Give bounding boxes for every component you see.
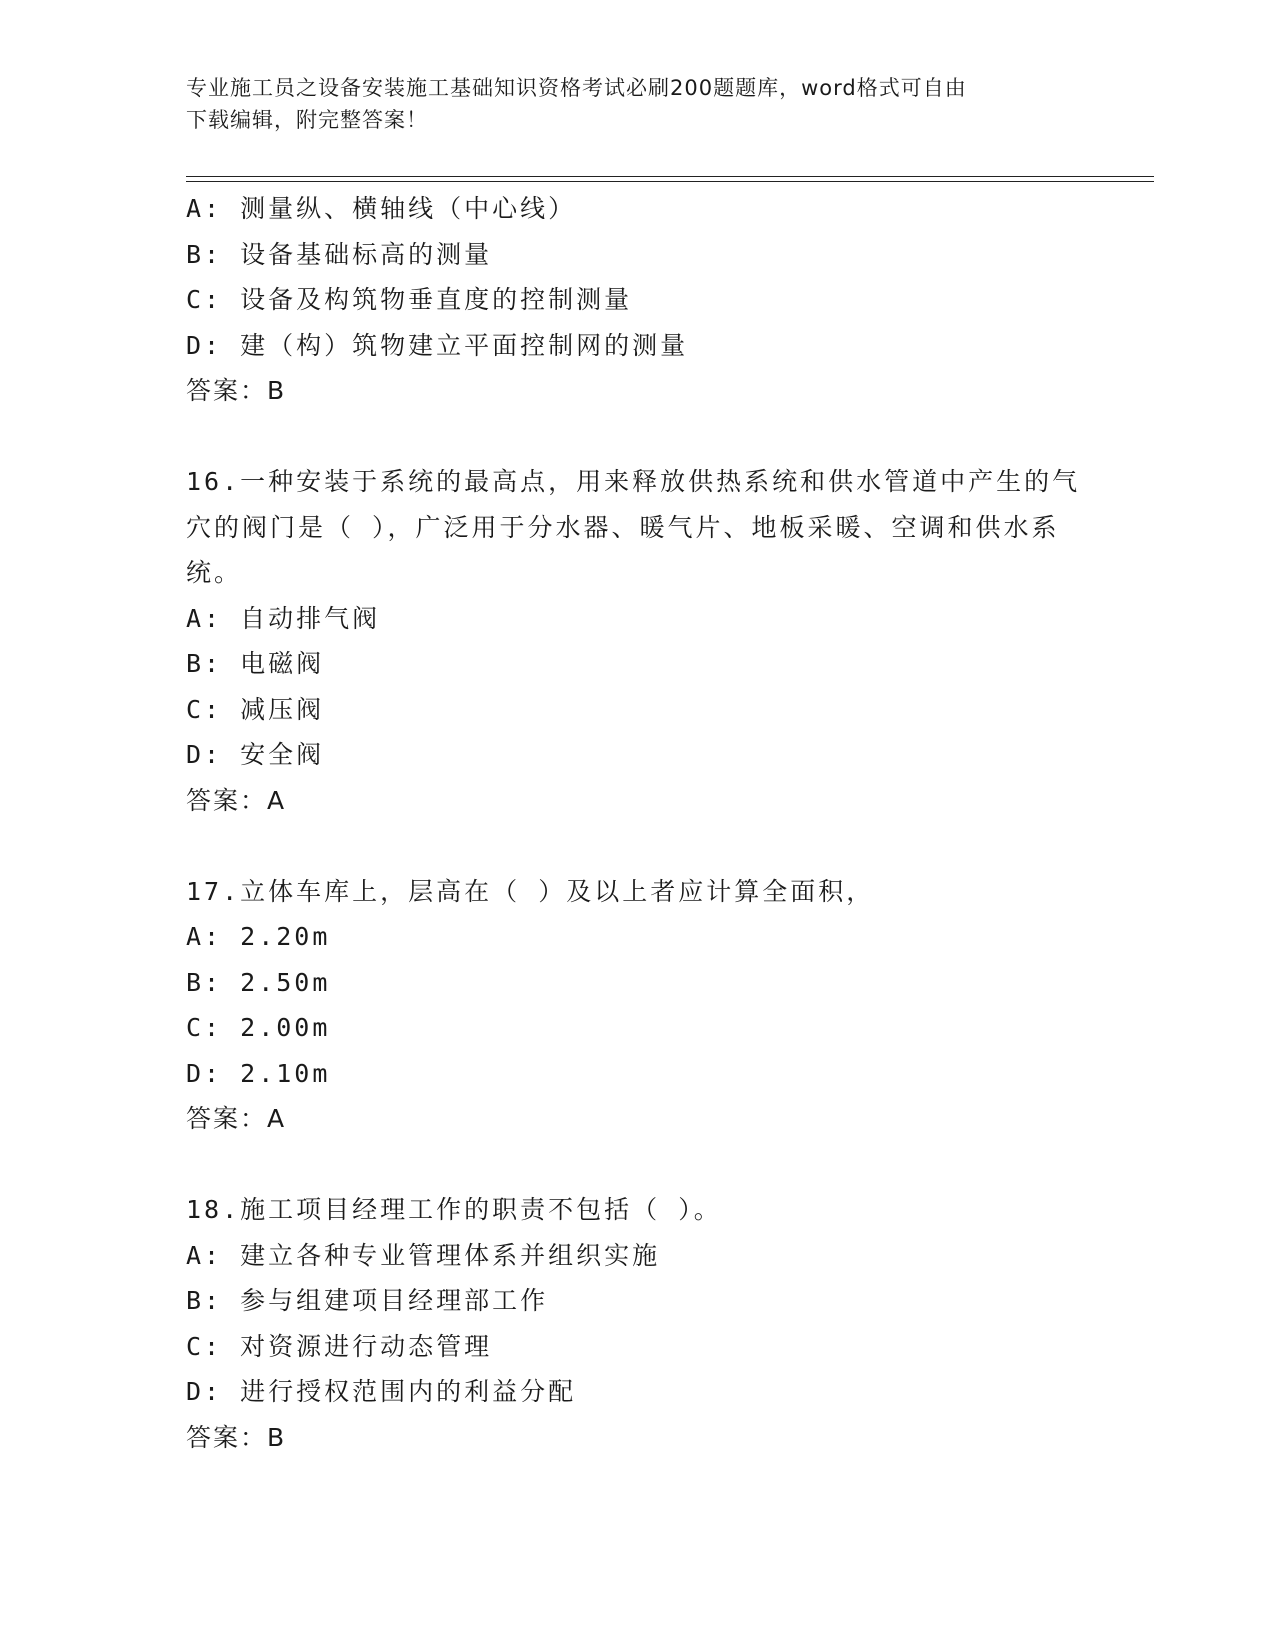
- answer: 答案：B: [186, 376, 287, 405]
- answer: 答案：A: [186, 1104, 287, 1133]
- question-17: [186, 869, 1086, 1142]
- question-list: [186, 186, 1086, 1460]
- question-15-continued: [186, 186, 1086, 414]
- option-a: A: 建立各种专业管理体系并组织实施: [186, 1240, 661, 1270]
- option-b: B: 参与组建项目经理部工作: [186, 1286, 549, 1315]
- option-b: B: 2.50m: [186, 967, 331, 997]
- option-c: C: 对资源进行动态管理: [186, 1331, 493, 1361]
- option-a: A: 自动排气阀: [186, 603, 381, 633]
- header-line-2: 下载编辑，附完整答案！: [186, 108, 428, 132]
- option-b: B: 设备基础标高的测量: [186, 239, 493, 269]
- option-d: D: 建（构）筑物建立平面控制网的测量: [186, 330, 689, 360]
- header-divider-bottom: [186, 181, 1154, 182]
- header-divider-top: [186, 176, 1154, 177]
- option-d: D: 安全阀: [186, 740, 325, 769]
- option-a: A: 2.20m: [186, 922, 331, 951]
- question-text: 17.立体车库上，层高在（ ）及以上者应计算全面积，: [186, 876, 875, 906]
- option-c: C: 设备及构筑物垂直度的控制测量: [186, 285, 633, 314]
- option-d: D: 2.10m: [186, 1058, 331, 1088]
- option-d: D: 进行授权范围内的利益分配: [186, 1377, 577, 1406]
- question-18: [186, 1187, 1086, 1460]
- option-c: C: 2.00m: [186, 1013, 331, 1042]
- question-16: [186, 459, 1086, 823]
- header-line-1: 专业施工员之设备安装施工基础知识资格考试必刷200题题库，word格式可自由: [186, 76, 967, 100]
- answer: 答案：A: [186, 785, 287, 815]
- option-c: C: 减压阀: [186, 694, 325, 724]
- question-text: 16.一种安装于系统的最高点，用来释放供热系统和供水管道中产生的气穴的阀门是（ ），广泛用于分水器、暖气片、地板采暖、空调和供水系统。: [186, 467, 1081, 587]
- document-header: [186, 72, 1066, 136]
- option-b: B: 电磁阀: [186, 649, 325, 678]
- question-text: 18.施工项目经理工作的职责不包括（ ）。: [186, 1195, 722, 1224]
- option-a: A: 测量纵、横轴线（中心线）: [186, 194, 577, 223]
- answer: 答案：B: [186, 1422, 287, 1452]
